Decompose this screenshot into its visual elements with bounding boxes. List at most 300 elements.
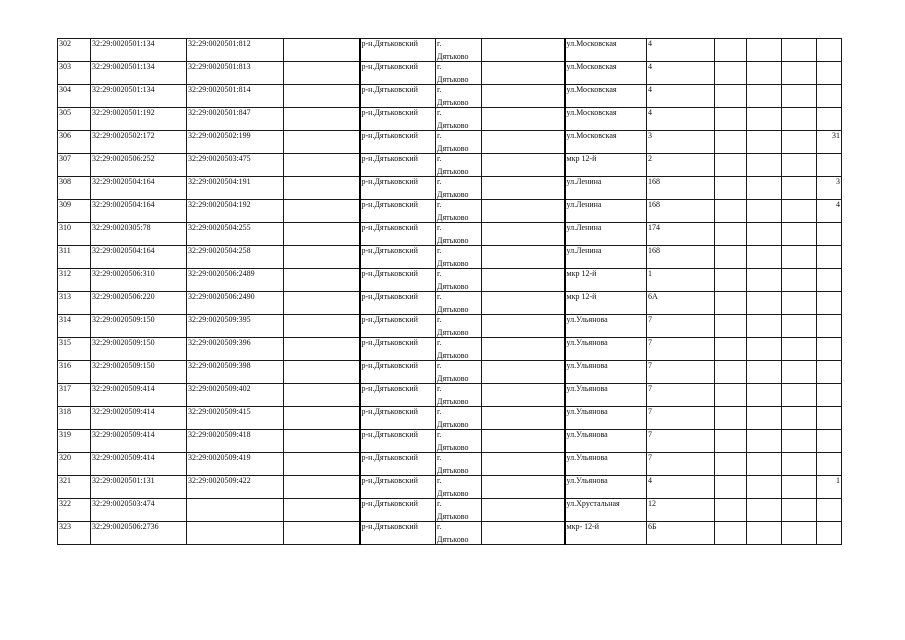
row-number: 307 (58, 154, 91, 177)
empty-cell (482, 39, 565, 62)
house-number-cell: 7 (647, 361, 715, 384)
cadastral-number-parcel: 32:29:0020506:252 (91, 154, 187, 177)
empty-cell (715, 154, 747, 177)
apartment-cell (817, 338, 842, 361)
empty-cell (284, 39, 360, 62)
empty-cell (482, 223, 565, 246)
empty-cell (782, 407, 817, 430)
city-cell (436, 108, 482, 131)
city-name: Дятьково (437, 144, 469, 153)
apartment-cell (817, 39, 842, 62)
row-number: 323 (58, 522, 91, 545)
table-row (58, 223, 842, 246)
city-prefix: г. (437, 154, 442, 163)
cadastral-number-object: 32:29:0020509:415 (187, 407, 284, 430)
empty-cell (747, 246, 782, 269)
house-number-cell: 168 (647, 177, 715, 200)
district-cell: р-н.Дятьковский (360, 453, 436, 476)
city-prefix: г. (437, 453, 442, 462)
city-cell (436, 430, 482, 453)
empty-cell (284, 430, 360, 453)
city-name: Дятьково (437, 213, 469, 222)
street-cell: ул.Ульянова (565, 315, 647, 338)
cadastral-number-parcel: 32:29:0020509:414 (91, 453, 187, 476)
empty-cell (482, 499, 565, 522)
cadastral-number-object: 32:29:0020509:422 (187, 476, 284, 499)
table-row (58, 361, 842, 384)
empty-cell (715, 476, 747, 499)
empty-cell (715, 85, 747, 108)
table-row (58, 200, 842, 223)
empty-cell (782, 200, 817, 223)
cadastral-number-parcel: 32:29:0020506:220 (91, 292, 187, 315)
empty-cell (715, 200, 747, 223)
city-name: Дятьково (437, 328, 469, 337)
row-number: 313 (58, 292, 91, 315)
address-register-table (57, 38, 842, 545)
row-number: 311 (58, 246, 91, 269)
empty-cell (747, 338, 782, 361)
city-cell (436, 154, 482, 177)
cadastral-number-object: 32:29:0020502:199 (187, 131, 284, 154)
district-cell: р-н.Дятьковский (360, 292, 436, 315)
house-number-cell: 174 (647, 223, 715, 246)
empty-cell (782, 223, 817, 246)
empty-cell (284, 246, 360, 269)
table-row (58, 315, 842, 338)
table-row (58, 338, 842, 361)
empty-cell (482, 430, 565, 453)
empty-cell (782, 499, 817, 522)
district-cell: р-н.Дятьковский (360, 246, 436, 269)
row-number: 314 (58, 315, 91, 338)
empty-cell (284, 62, 360, 85)
cadastral-number-object: 32:29:0020504:255 (187, 223, 284, 246)
city-prefix: г. (437, 85, 442, 94)
cadastral-number-object: 32:29:0020504:258 (187, 246, 284, 269)
cadastral-number-object: 32:29:0020501:847 (187, 108, 284, 131)
street-cell: ул.Ульянова (565, 361, 647, 384)
row-number: 304 (58, 85, 91, 108)
city-prefix: г. (437, 223, 442, 232)
cadastral-number-object: 32:29:0020509:418 (187, 430, 284, 453)
empty-cell (747, 453, 782, 476)
apartment-cell (817, 430, 842, 453)
district-cell: р-н.Дятьковский (360, 269, 436, 292)
table-row (58, 522, 842, 545)
city-name: Дятьково (437, 190, 469, 199)
apartment-cell (817, 62, 842, 85)
city-cell (436, 223, 482, 246)
empty-cell (284, 131, 360, 154)
city-name: Дятьково (437, 121, 469, 130)
empty-cell (747, 361, 782, 384)
empty-cell (715, 177, 747, 200)
district-cell: р-н.Дятьковский (360, 131, 436, 154)
city-prefix: г. (437, 39, 442, 48)
district-cell: р-н.Дятьковский (360, 62, 436, 85)
row-number: 302 (58, 39, 91, 62)
row-number: 312 (58, 269, 91, 292)
street-cell: ул.Хрустальная (565, 499, 647, 522)
empty-cell (715, 499, 747, 522)
table-row (58, 476, 842, 499)
empty-cell (782, 108, 817, 131)
city-name: Дятьково (437, 512, 469, 521)
street-cell: ул.Московская (565, 131, 647, 154)
empty-cell (782, 131, 817, 154)
cadastral-number-object: 32:29:0020503:475 (187, 154, 284, 177)
empty-cell (715, 453, 747, 476)
empty-cell (715, 315, 747, 338)
empty-cell (284, 223, 360, 246)
empty-cell (747, 430, 782, 453)
city-prefix: г. (437, 338, 442, 347)
city-prefix: г. (437, 200, 442, 209)
house-number-cell: 4 (647, 108, 715, 131)
cadastral-number-parcel: 32:29:0020506:2736 (91, 522, 187, 545)
cadastral-number-parcel: 32:29:0020509:414 (91, 430, 187, 453)
city-prefix: г. (437, 361, 442, 370)
apartment-cell (817, 407, 842, 430)
empty-cell (482, 85, 565, 108)
apartment-cell: 3 (817, 177, 842, 200)
house-number-cell: 7 (647, 384, 715, 407)
city-name: Дятьково (437, 489, 469, 498)
city-cell (436, 407, 482, 430)
empty-cell (715, 338, 747, 361)
street-cell: ул.Ленина (565, 177, 647, 200)
empty-cell (482, 315, 565, 338)
district-cell: р-н.Дятьковский (360, 85, 436, 108)
table-row (58, 108, 842, 131)
city-cell (436, 499, 482, 522)
house-number-cell: 3 (647, 131, 715, 154)
empty-cell (747, 499, 782, 522)
street-cell: мкр- 12-й (565, 522, 647, 545)
empty-cell (747, 315, 782, 338)
city-prefix: г. (437, 131, 442, 140)
empty-cell (715, 522, 747, 545)
cadastral-number-parcel: 32:29:0020504:164 (91, 177, 187, 200)
empty-cell (284, 338, 360, 361)
house-number-cell: 7 (647, 453, 715, 476)
empty-cell (747, 223, 782, 246)
empty-cell (715, 246, 747, 269)
cadastral-number-object: 32:29:0020509:396 (187, 338, 284, 361)
district-cell: р-н.Дятьковский (360, 315, 436, 338)
district-cell: р-н.Дятьковский (360, 499, 436, 522)
empty-cell (747, 269, 782, 292)
apartment-cell (817, 453, 842, 476)
street-cell: ул.Московская (565, 62, 647, 85)
city-name: Дятьково (437, 374, 469, 383)
city-name: Дятьково (437, 443, 469, 452)
city-name: Дятьково (437, 75, 469, 84)
empty-cell (482, 338, 565, 361)
city-cell (436, 476, 482, 499)
district-cell: р-н.Дятьковский (360, 177, 436, 200)
row-number: 306 (58, 131, 91, 154)
table-row (58, 177, 842, 200)
street-cell: мкр 12-й (565, 154, 647, 177)
cadastral-number-object: 32:29:0020501:814 (187, 85, 284, 108)
empty-cell (715, 39, 747, 62)
cadastral-number-object: 32:29:0020506:2490 (187, 292, 284, 315)
empty-cell (747, 177, 782, 200)
empty-cell (782, 522, 817, 545)
city-cell (436, 246, 482, 269)
city-cell (436, 384, 482, 407)
city-cell (436, 522, 482, 545)
apartment-cell: 4 (817, 200, 842, 223)
cadastral-number-object (187, 499, 284, 522)
city-cell (436, 39, 482, 62)
empty-cell (715, 131, 747, 154)
district-cell: р-н.Дятьковский (360, 108, 436, 131)
cadastral-number-object (187, 522, 284, 545)
cadastral-number-parcel: 32:29:0020503:474 (91, 499, 187, 522)
district-cell: р-н.Дятьковский (360, 522, 436, 545)
empty-cell (284, 453, 360, 476)
city-prefix: г. (437, 476, 442, 485)
cadastral-number-object: 32:29:0020509:395 (187, 315, 284, 338)
city-cell (436, 361, 482, 384)
house-number-cell: 1 (647, 269, 715, 292)
street-cell: ул.Ульянова (565, 407, 647, 430)
house-number-cell: 168 (647, 246, 715, 269)
empty-cell (747, 292, 782, 315)
empty-cell (782, 384, 817, 407)
empty-cell (482, 407, 565, 430)
city-prefix: г. (437, 108, 442, 117)
city-name: Дятьково (437, 282, 469, 291)
row-number: 320 (58, 453, 91, 476)
cadastral-number-parcel: 32:29:0020501:134 (91, 85, 187, 108)
empty-cell (715, 292, 747, 315)
apartment-cell (817, 246, 842, 269)
empty-cell (482, 246, 565, 269)
empty-cell (482, 292, 565, 315)
house-number-cell: 4 (647, 85, 715, 108)
row-number: 310 (58, 223, 91, 246)
city-cell (436, 62, 482, 85)
city-prefix: г. (437, 177, 442, 186)
cadastral-number-object: 32:29:0020504:192 (187, 200, 284, 223)
cadastral-number-parcel: 32:29:0020501:192 (91, 108, 187, 131)
apartment-cell (817, 269, 842, 292)
empty-cell (782, 453, 817, 476)
empty-cell (747, 407, 782, 430)
city-cell (436, 315, 482, 338)
row-number: 305 (58, 108, 91, 131)
empty-cell (482, 522, 565, 545)
empty-cell (747, 39, 782, 62)
cadastral-number-object: 32:29:0020509:398 (187, 361, 284, 384)
table-row (58, 62, 842, 85)
empty-cell (284, 384, 360, 407)
street-cell: мкр 12-й (565, 269, 647, 292)
house-number-cell: 6А (647, 292, 715, 315)
street-cell: ул.Московская (565, 85, 647, 108)
empty-cell (482, 108, 565, 131)
empty-cell (284, 292, 360, 315)
street-cell: мкр 12-й (565, 292, 647, 315)
row-number: 309 (58, 200, 91, 223)
city-cell (436, 131, 482, 154)
cadastral-number-parcel: 32:29:0020501:134 (91, 62, 187, 85)
row-number: 316 (58, 361, 91, 384)
cadastral-number-object: 32:29:0020504:191 (187, 177, 284, 200)
empty-cell (747, 384, 782, 407)
district-cell: р-н.Дятьковский (360, 361, 436, 384)
apartment-cell (817, 315, 842, 338)
apartment-cell: 1 (817, 476, 842, 499)
cadastral-number-parcel: 32:29:0020502:172 (91, 131, 187, 154)
table-row (58, 154, 842, 177)
city-cell (436, 200, 482, 223)
empty-cell (782, 246, 817, 269)
empty-cell (482, 131, 565, 154)
empty-cell (782, 315, 817, 338)
district-cell: р-н.Дятьковский (360, 338, 436, 361)
empty-cell (715, 430, 747, 453)
city-cell (436, 292, 482, 315)
city-cell (436, 85, 482, 108)
table-row (58, 39, 842, 62)
cadastral-number-parcel: 32:29:0020501:131 (91, 476, 187, 499)
empty-cell (284, 177, 360, 200)
table-row (58, 499, 842, 522)
house-number-cell: 4 (647, 62, 715, 85)
city-name: Дятьково (437, 236, 469, 245)
apartment-cell (817, 85, 842, 108)
street-cell: ул.Ульянова (565, 453, 647, 476)
city-name: Дятьково (437, 397, 469, 406)
cadastral-number-parcel: 32:29:0020504:164 (91, 246, 187, 269)
empty-cell (482, 62, 565, 85)
apartment-cell (817, 154, 842, 177)
city-cell (436, 338, 482, 361)
row-number: 308 (58, 177, 91, 200)
empty-cell (284, 499, 360, 522)
table-row (58, 407, 842, 430)
empty-cell (284, 154, 360, 177)
street-cell: ул.Ленина (565, 223, 647, 246)
empty-cell (284, 407, 360, 430)
cadastral-number-parcel: 32:29:0020509:414 (91, 384, 187, 407)
empty-cell (782, 476, 817, 499)
empty-cell (284, 269, 360, 292)
city-prefix: г. (437, 62, 442, 71)
empty-cell (715, 407, 747, 430)
city-name: Дятьково (437, 259, 469, 268)
city-name: Дятьково (437, 535, 469, 544)
city-name: Дятьково (437, 466, 469, 475)
empty-cell (715, 62, 747, 85)
city-prefix: г. (437, 269, 442, 278)
cadastral-number-parcel: 32:29:0020305:78 (91, 223, 187, 246)
city-prefix: г. (437, 246, 442, 255)
empty-cell (284, 522, 360, 545)
district-cell: р-н.Дятьковский (360, 154, 436, 177)
house-number-cell: 7 (647, 315, 715, 338)
apartment-cell (817, 522, 842, 545)
city-cell (436, 177, 482, 200)
empty-cell (482, 453, 565, 476)
empty-cell (747, 62, 782, 85)
district-cell: р-н.Дятьковский (360, 39, 436, 62)
city-name: Дятьково (437, 305, 469, 314)
empty-cell (482, 177, 565, 200)
empty-cell (284, 85, 360, 108)
district-cell: р-н.Дятьковский (360, 384, 436, 407)
apartment-cell (817, 223, 842, 246)
empty-cell (782, 62, 817, 85)
cadastral-number-parcel: 32:29:0020504:164 (91, 200, 187, 223)
street-cell: ул.Ленина (565, 200, 647, 223)
empty-cell (747, 154, 782, 177)
table-row (58, 131, 842, 154)
apartment-cell (817, 108, 842, 131)
street-cell: ул.Московская (565, 108, 647, 131)
house-number-cell: 4 (647, 476, 715, 499)
city-prefix: г. (437, 292, 442, 301)
table-row (58, 85, 842, 108)
cadastral-number-object: 32:29:0020506:2489 (187, 269, 284, 292)
empty-cell (747, 476, 782, 499)
empty-cell (747, 131, 782, 154)
empty-cell (782, 154, 817, 177)
empty-cell (715, 361, 747, 384)
city-prefix: г. (437, 315, 442, 324)
table-row (58, 430, 842, 453)
city-cell (436, 453, 482, 476)
city-prefix: г. (437, 430, 442, 439)
empty-cell (747, 108, 782, 131)
district-cell: р-н.Дятьковский (360, 476, 436, 499)
empty-cell (782, 177, 817, 200)
table-row (58, 292, 842, 315)
cadastral-number-parcel: 32:29:0020509:414 (91, 407, 187, 430)
apartment-cell (817, 499, 842, 522)
row-number: 315 (58, 338, 91, 361)
empty-cell (715, 384, 747, 407)
row-number: 303 (58, 62, 91, 85)
empty-cell (747, 522, 782, 545)
row-number: 322 (58, 499, 91, 522)
row-number: 321 (58, 476, 91, 499)
empty-cell (482, 476, 565, 499)
city-prefix: г. (437, 384, 442, 393)
empty-cell (782, 85, 817, 108)
cadastral-number-parcel: 32:29:0020509:150 (91, 361, 187, 384)
cadastral-number-parcel: 32:29:0020506:310 (91, 269, 187, 292)
table-row (58, 246, 842, 269)
house-number-cell: 12 (647, 499, 715, 522)
district-cell: р-н.Дятьковский (360, 223, 436, 246)
empty-cell (782, 430, 817, 453)
city-prefix: г. (437, 407, 442, 416)
empty-cell (284, 476, 360, 499)
city-name: Дятьково (437, 420, 469, 429)
cadastral-number-object: 32:29:0020509:402 (187, 384, 284, 407)
apartment-cell (817, 384, 842, 407)
table-row (58, 453, 842, 476)
empty-cell (482, 384, 565, 407)
district-cell: р-н.Дятьковский (360, 200, 436, 223)
house-number-cell: 7 (647, 407, 715, 430)
